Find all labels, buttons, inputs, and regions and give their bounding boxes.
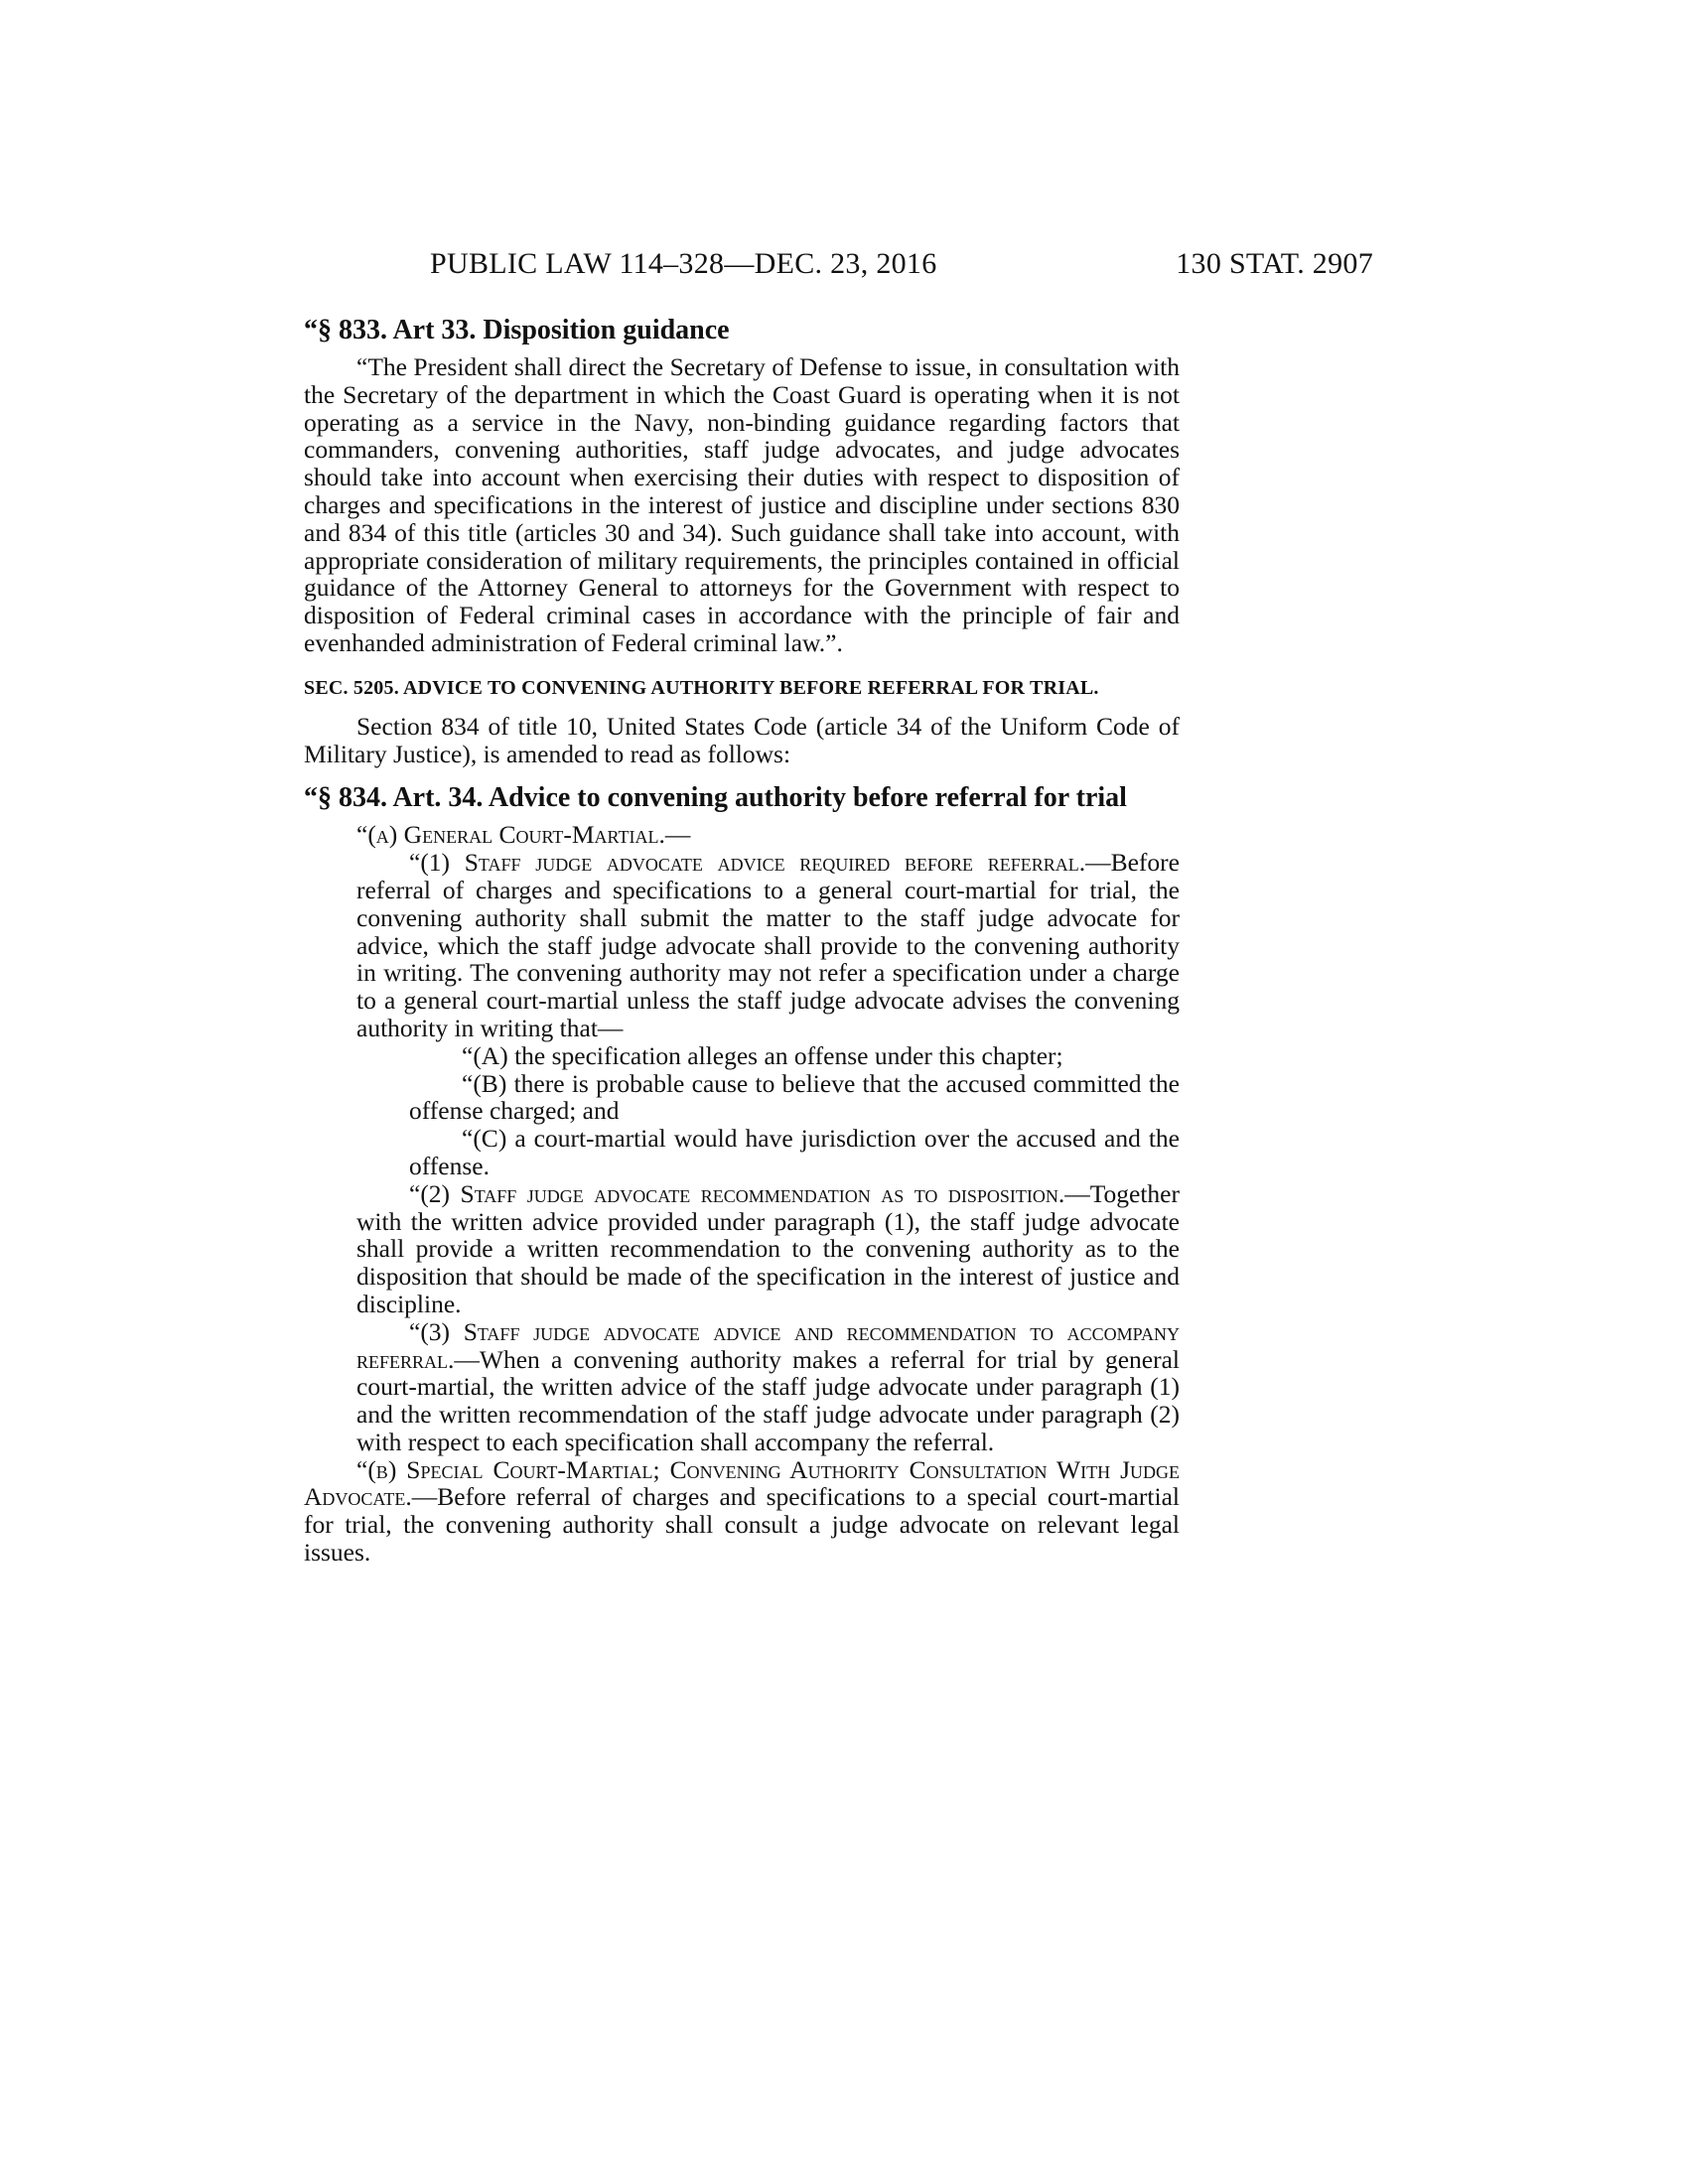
subsection-b bbox=[304, 1456, 1180, 1567]
subparagraph-b: “(B) there is probable cause to believe that the accused committed the offense charged; and bbox=[409, 1068, 1180, 1126]
document-body bbox=[304, 316, 1180, 1567]
paragraph-1-text: —Before referral of charges and specifications to a general court-martial for trial, the convening authority shall submit the matter to the staff judge advocate for advice, which the staff judge advocate shall provide to the convening authority in writing. The convening authority may not refer a specification under a charge to a general court-martial unless the staff judge advocate advises the convening authority in writing that— bbox=[356, 848, 1180, 1042]
paragraph-3-text: —When a convening authority makes a referral for trial by general court-martial, the written advice of the staff judge advocate under paragraph (1) and the written recommendation of the staff judge advocate under paragraph (2) with respect to each specification shall accompany the referral. bbox=[356, 1344, 1180, 1456]
public-law-citation: PUBLIC LAW 114–328—DEC. 23, 2016 bbox=[430, 247, 937, 280]
paragraph-2-text: —Together with the written advice provided under paragraph (1), the staff judge advocate shall provide a written recommendation to the convening authority as to the disposition that should be made of the specification in the interest of justice and discipline. bbox=[356, 1178, 1180, 1318]
paragraph-1 bbox=[304, 849, 1180, 1042]
section-5205-intro: Section 834 of title 10, United States Code (article 34 of the Uniform Code of Military Justice), is amended to read as follows: bbox=[304, 711, 1180, 768]
paragraph-2-label: “(2) Staff judge advocate recommendation as to disposition. bbox=[409, 1178, 1065, 1208]
running-header bbox=[430, 244, 1373, 284]
paragraph-2 bbox=[304, 1180, 1180, 1318]
section-5205-title: SEC. 5205. ADVICE TO CONVENING AUTHORITY BEFORE REFERRAL FOR TRIAL. bbox=[304, 676, 1099, 699]
section-834-heading: “§ 834. Art. 34. Advice to convening authority before referral for trial bbox=[304, 782, 1127, 814]
section-833-text: “The President shall direct the Secretary of Defense to issue, in consultation with the Secretary of the department in which the Coast Guard is operating when it is not operating as a service in the Navy, non-binding guidance regarding factors that commanders, convening authorities, staff judge advocates, and judge advocates should take into account when exercising their duties with respect to disposition of charges and specifications in the interest of justice and discipline under sections 830 and 834 of this title (articles 30 and 34). Such guidance shall take into account, with appropriate consideration of military requirements, the principles contained in official guidance of the Attorney General to attorneys for the Government with respect to disposition of Federal criminal cases in accordance with the principle of fair and evenhanded administration of Federal criminal law.”. bbox=[304, 352, 1180, 657]
subsection-b-text: —Before referral of charges and specifications to a special court-martial for trial, the convening authority shall consult a judge advocate on relevant legal issues. bbox=[304, 1482, 1180, 1568]
paragraph-1-label: “(1) Staff judge advocate advice required before referral. bbox=[409, 848, 1086, 878]
paragraph-3-label: “(3) Staff judge advocate advice and recommendation to accompany referral. bbox=[356, 1316, 1180, 1374]
subparagraph-a: “(A) the specification alleges an offense under this chapter; bbox=[462, 1040, 1063, 1070]
statute-page-number: 130 STAT. 2907 bbox=[1176, 247, 1373, 280]
subsection-a-heading: “(a) General Court-Martial.— bbox=[356, 820, 691, 850]
subsection-b-label: “(b) Special Court-Martial; Convening Authority Consultation With Judge Advocate. bbox=[304, 1454, 1180, 1512]
section-833-heading: “§ 833. Art 33. Disposition guidance bbox=[304, 315, 730, 345]
subparagraph-c: “(C) a court-martial would have jurisdiction over the accused and the offense. bbox=[409, 1124, 1180, 1180]
paragraph-3 bbox=[304, 1318, 1180, 1456]
